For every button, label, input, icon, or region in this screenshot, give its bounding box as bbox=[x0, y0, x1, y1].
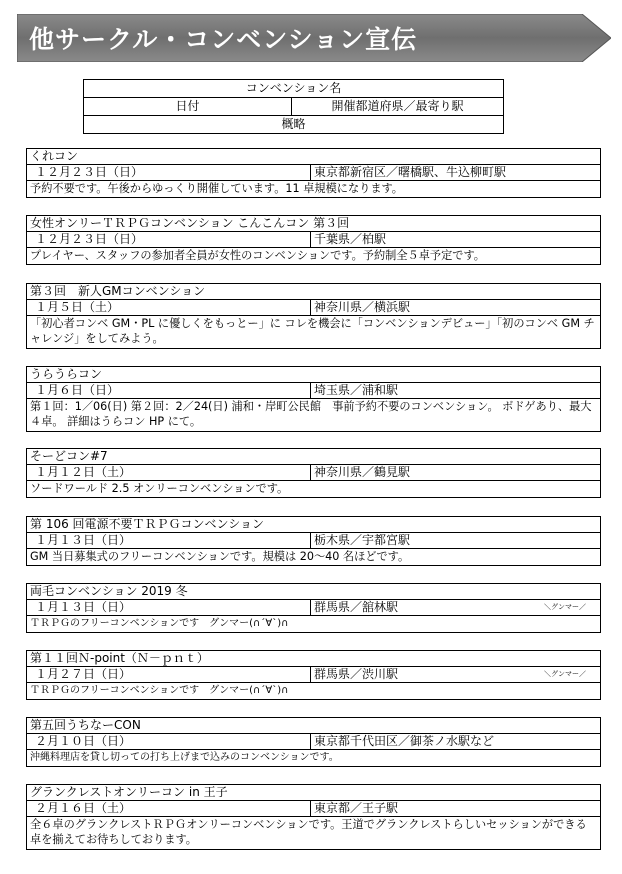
event-card bbox=[26, 283, 601, 349]
event-date: ２月１０日（日） bbox=[27, 734, 311, 749]
event-note: ＼グンマー／ bbox=[544, 603, 586, 611]
page-title: 他サークル・コンベンション宣伝 bbox=[29, 25, 418, 54]
legend-location: 開催都道府県／最寄り駅 bbox=[331, 99, 464, 113]
event-location bbox=[311, 734, 600, 749]
event-date: １月６日（日） bbox=[27, 383, 311, 398]
event-card bbox=[26, 366, 601, 432]
event-title: うらうらコン bbox=[27, 367, 600, 383]
event-title: 第３回 新人GMコンベンション bbox=[27, 284, 600, 300]
event-location bbox=[311, 600, 600, 615]
event-description: 全６卓のグランクレストＲＰＧオンリーコンベンションです。王道でグランクレストらしいセッションができる卓を揃えてお待ちしております。 bbox=[30, 818, 587, 846]
event-location-text: 神奈川県／鶴見駅 bbox=[314, 465, 411, 479]
event-location bbox=[311, 232, 600, 247]
event-location bbox=[311, 465, 600, 480]
legend-summary: 概略 bbox=[281, 117, 306, 131]
event-card bbox=[26, 784, 601, 850]
event-title: そーどコン#7 bbox=[27, 449, 600, 465]
event-description: ソードワールド 2.5 オンリーコンベンションです。 bbox=[30, 482, 289, 495]
event-date: １月１２日（土） bbox=[27, 465, 311, 480]
event-location bbox=[311, 300, 600, 315]
event-location bbox=[311, 801, 600, 816]
event-date: １月１３日（日） bbox=[27, 600, 311, 615]
event-meta-row bbox=[27, 734, 600, 750]
event-meta-row bbox=[27, 667, 600, 683]
event-location-text: 群馬県／渋川駅 bbox=[314, 667, 399, 681]
event-card bbox=[26, 717, 601, 767]
event-meta-row bbox=[27, 165, 600, 181]
event-location bbox=[311, 165, 600, 180]
event-title: 女性オンリーＴＲＰＧコンベンション こんこんコン 第３回 bbox=[27, 216, 600, 232]
event-title: 第 106 回電源不要ＴＲＰＧコンベンション bbox=[27, 517, 600, 533]
event-card bbox=[26, 516, 601, 566]
legend-name: コンベンション名 bbox=[84, 80, 503, 98]
event-date: １月１３日（日） bbox=[27, 533, 311, 548]
event-title: グランクレストオンリーコン in 王子 bbox=[27, 785, 600, 801]
event-location bbox=[311, 533, 600, 548]
event-title: 両毛コンベンション 2019 冬 bbox=[27, 584, 600, 600]
event-card bbox=[26, 215, 601, 265]
event-location-text: 東京都／王子駅 bbox=[314, 801, 399, 815]
event-meta-row bbox=[27, 465, 600, 481]
event-card bbox=[26, 448, 601, 498]
event-meta-row bbox=[27, 300, 600, 316]
event-meta-row bbox=[27, 533, 600, 549]
event-location-text: 東京都千代田区／御茶ノ水駅など bbox=[314, 734, 495, 748]
event-location-text: 埼玉県／浦和駅 bbox=[314, 383, 399, 397]
event-location-text: 東京都新宿区／曙橋駅、牛込柳町駅 bbox=[314, 165, 507, 179]
event-location-text: 群馬県／舘林駅 bbox=[314, 600, 399, 614]
event-description: GM 当日募集式のフリーコンベンションです。規模は 20～40 名ほどです。 bbox=[30, 550, 410, 563]
event-location-text: 神奈川県／横浜駅 bbox=[314, 300, 411, 314]
event-card bbox=[26, 650, 601, 700]
event-date: １２月２３日（日） bbox=[27, 165, 311, 180]
header-banner bbox=[17, 14, 611, 62]
event-card bbox=[26, 148, 601, 198]
event-description: 予約不要です。午後からゆっくり開催しています。11 卓規模になります。 bbox=[30, 182, 403, 195]
event-description: ＴＲＰＧのフリーコンベンションです グンマー(∩´∀`)∩ bbox=[30, 685, 289, 696]
event-description: 第１回：1／06(日) 第２回：2／24(日) 浦和・岸町公民館 事前予約不要のコンベンション。 ボドゲあり、最大４卓。 詳細はうらコン HP にて。 bbox=[30, 400, 592, 428]
event-card bbox=[26, 583, 601, 633]
event-description: 「初心者コンベ GM・PL に優しくをもっとー」に コレを機会に「コンベンションデビュー」「初のコンベ GM チャレンジ」をしてみよう。 bbox=[30, 317, 595, 345]
event-date: ２月１６日（土） bbox=[27, 801, 311, 816]
legend-meta-row bbox=[84, 98, 503, 116]
event-meta-row bbox=[27, 600, 600, 616]
event-location-text: 千葉県／柏駅 bbox=[314, 232, 387, 246]
event-location bbox=[311, 383, 600, 398]
event-date: １２月２３日（日） bbox=[27, 232, 311, 247]
event-meta-row bbox=[27, 801, 600, 817]
event-note: ＼グンマー／ bbox=[544, 670, 586, 678]
event-date: １月５日（土） bbox=[27, 300, 311, 315]
event-description: ＴＲＰＧのフリーコンベンションです グンマー(∩´∀`)∩ bbox=[30, 618, 289, 629]
event-title: 第五回うちなーCON bbox=[27, 718, 600, 734]
event-meta-row bbox=[27, 383, 600, 399]
legend-date: 日付 bbox=[84, 98, 292, 115]
event-location bbox=[311, 667, 600, 682]
event-date: １月２７日（日） bbox=[27, 667, 311, 682]
event-description: プレイヤー、スタッフの参加者全員が女性のコンベンションです。予約制全５卓予定です。 bbox=[30, 249, 485, 262]
event-title: 第１１回Ｎ-point（Ｎ－ｐｎｔ） bbox=[27, 651, 600, 667]
event-meta-row bbox=[27, 232, 600, 248]
legend-table bbox=[83, 79, 504, 134]
event-location-text: 栃木県／宇都宮駅 bbox=[314, 533, 411, 547]
event-title: くれコン bbox=[27, 149, 600, 165]
event-description: 沖縄料理店を貸し切っての打ち上げまで込みのコンベンションです。 bbox=[30, 752, 339, 763]
